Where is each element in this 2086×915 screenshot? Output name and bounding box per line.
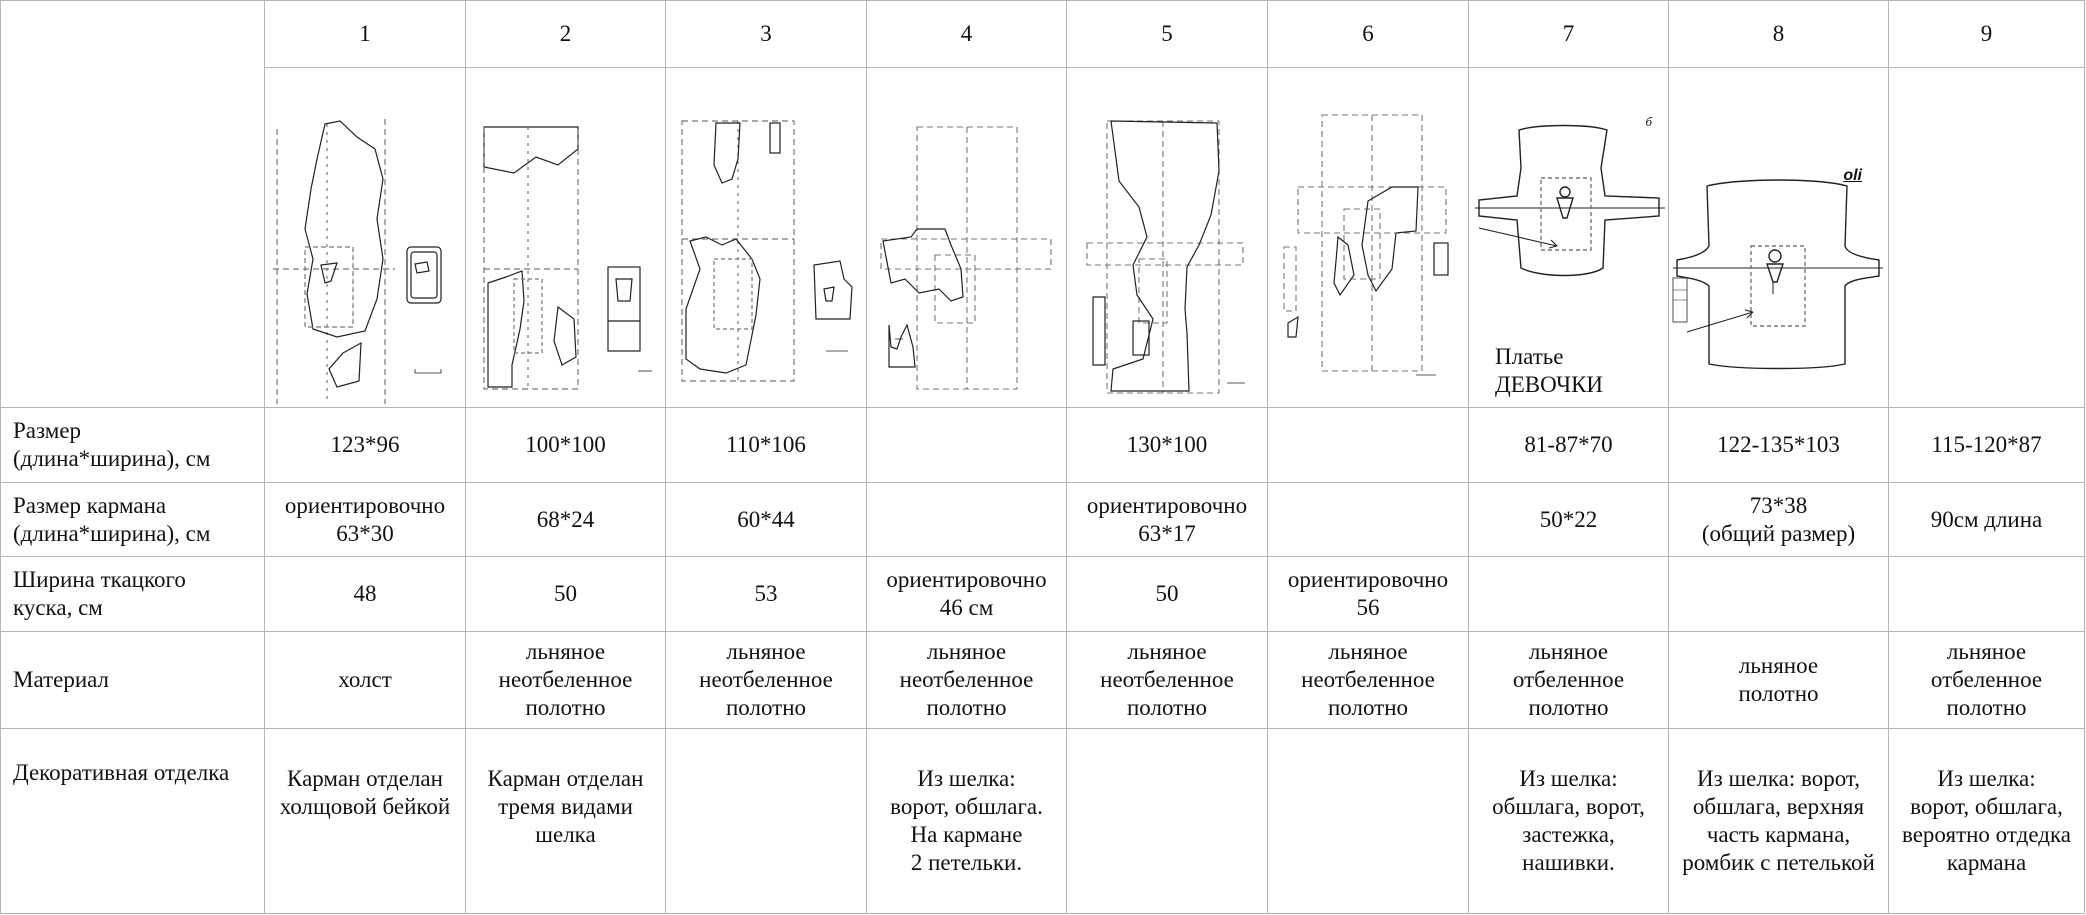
row-label-pocket: Размер кармана (длина*ширина), см: [1, 483, 265, 557]
table-row-decor: [1, 729, 2085, 914]
garment-drawing-6: [1268, 69, 1466, 407]
cell-material-1: холст: [265, 632, 466, 729]
cell-decor-2: Карман отделан тремя видами шелка: [466, 729, 666, 914]
cell-pocket-7: 50*22: [1469, 483, 1669, 557]
cell-decor-3: [666, 729, 867, 914]
cell-material-9: льняное отбеленное полотно: [1889, 632, 2085, 729]
figure-mark-label: б: [1645, 114, 1652, 129]
table-row-width: [1, 557, 2085, 632]
drawing-cell-2: [466, 68, 666, 408]
cell-size-1: 123*96: [265, 408, 466, 483]
column-header-9: 9: [1889, 1, 2085, 68]
drawing-cell-1: [265, 68, 466, 408]
column-header-1: 1: [265, 1, 466, 68]
cell-size-8: 122-135*103: [1669, 408, 1889, 483]
garment-drawing-4: [867, 69, 1065, 407]
cell-size-6: [1268, 408, 1469, 483]
table-row-pocket: [1, 483, 2085, 557]
cell-width-9: [1889, 557, 2085, 632]
row-label-decor: Декоративная отделка: [1, 729, 265, 914]
header-row: [1, 1, 2085, 68]
garment-drawing-8: [1669, 68, 1888, 406]
cell-width-2: 50: [466, 557, 666, 632]
row-label-material: Материал: [1, 632, 265, 729]
row-label-size: Размер (длина*ширина), см: [1, 408, 265, 483]
drawings-row: [1, 68, 2085, 408]
cell-decor-6: [1268, 729, 1469, 914]
cell-pocket-8: 73*38 (общий размер): [1669, 483, 1889, 557]
corner-cell: [1, 1, 265, 408]
cell-width-5: 50: [1067, 557, 1268, 632]
drawing-cell-3: [666, 68, 867, 408]
cell-material-7: льняное отбеленное полотно: [1469, 632, 1669, 729]
cell-decor-1: Карман отделан холщовой бейкой: [265, 729, 466, 914]
cell-material-5: льняное неотбеленное полотно: [1067, 632, 1268, 729]
cell-pocket-9: 90см длина: [1889, 483, 2085, 557]
cell-material-4: льняное неотбеленное полотно: [867, 632, 1067, 729]
column-header-4: 4: [867, 1, 1067, 68]
table-row-material: [1, 632, 2085, 729]
column-header-7: 7: [1469, 1, 1669, 68]
cell-width-8: [1669, 557, 1889, 632]
garment-drawing-2: [466, 69, 664, 407]
cell-decor-9: Из шелка: ворот, обшлага, вероятно отдедка кармана: [1889, 729, 2085, 914]
column-header-6: 6: [1268, 1, 1469, 68]
cell-size-5: 130*100: [1067, 408, 1268, 483]
cell-material-6: льняное неотбеленное полотно: [1268, 632, 1469, 729]
cell-decor-7: Из шелка: обшлага, ворот, застежка, нашивки.: [1469, 729, 1669, 914]
drawing-cell-6: [1268, 68, 1469, 408]
girls-dress-caption: Платье ДЕВОЧКИ: [1495, 344, 1604, 397]
cell-size-7: 81-87*70: [1469, 408, 1669, 483]
drawing-cell-9: [1889, 68, 2085, 408]
cell-material-8: льняное полотно: [1669, 632, 1889, 729]
garment-drawing-1: [265, 69, 464, 407]
cell-pocket-1: ориентировочно 63*30: [265, 483, 466, 557]
drawing-cell-5: [1067, 68, 1268, 408]
cell-decor-8: Из шелка: ворот, обшлага, верхняя часть кармана, ромбик с петелькой: [1669, 729, 1889, 914]
cell-width-3: 53: [666, 557, 867, 632]
cell-decor-5: [1067, 729, 1268, 914]
column-header-5: 5: [1067, 1, 1268, 68]
cell-material-2: льняное неотбеленное полотно: [466, 632, 666, 729]
cell-size-3: 110*106: [666, 408, 867, 483]
cell-material-3: льняное неотбеленное полотно: [666, 632, 867, 729]
cell-size-2: 100*100: [466, 408, 666, 483]
cell-size-9: 115-120*87: [1889, 408, 2085, 483]
cell-pocket-6: [1268, 483, 1469, 557]
drawing-cell-4: [867, 68, 1067, 408]
table-row-size: [1, 408, 2085, 483]
garment-drawing-3: [666, 69, 865, 407]
drawing-cell-8: [1669, 68, 1889, 408]
oli-logo: oli: [1843, 167, 1862, 184]
row-label-width: Ширина ткацкого куска, см: [1, 557, 265, 632]
column-header-3: 3: [666, 1, 867, 68]
column-header-8: 8: [1669, 1, 1889, 68]
garment-drawing-5: [1067, 69, 1264, 407]
cell-pocket-5: ориентировочно 63*17: [1067, 483, 1268, 557]
column-header-2: 2: [466, 1, 666, 68]
cell-pocket-2: 68*24: [466, 483, 666, 557]
cell-decor-4: Из шелка: ворот, обшлага. На кармане 2 петельки.: [867, 729, 1067, 914]
cell-width-4: ориентировочно 46 см: [867, 557, 1067, 632]
cell-pocket-3: 60*44: [666, 483, 867, 557]
drawing-cell-7: [1469, 68, 1669, 408]
cell-width-7: [1469, 557, 1669, 632]
cell-width-1: 48: [265, 557, 466, 632]
cell-pocket-4: [867, 483, 1067, 557]
cell-width-6: ориентировочно 56: [1268, 557, 1469, 632]
cell-size-4: [867, 408, 1067, 483]
